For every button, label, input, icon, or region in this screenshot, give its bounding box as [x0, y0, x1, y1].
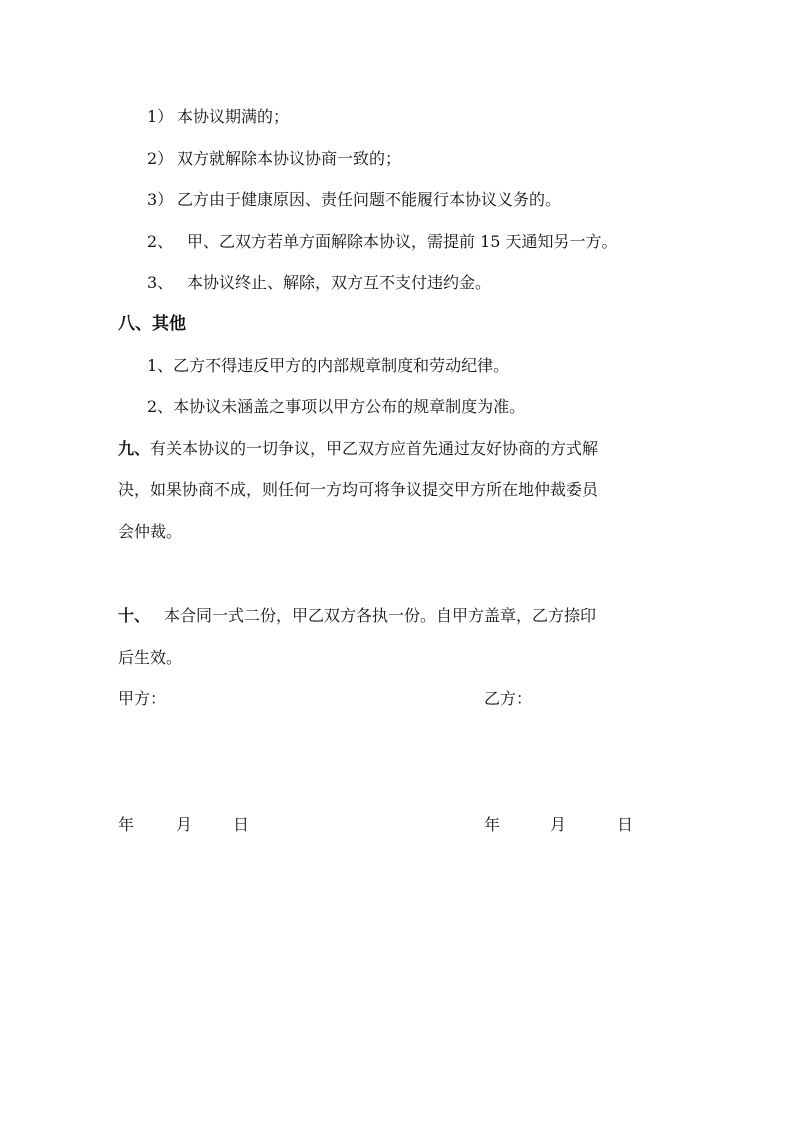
section-9-line-3: 会仲裁。	[118, 522, 183, 541]
section-8-item-2: 2、本协议未涵盖之事项以甲方公布的规章制度为准。	[147, 397, 526, 416]
termination-item-3	[147, 272, 491, 294]
party-a-label: 甲方：	[118, 689, 167, 708]
section-9-lead: 九、	[118, 439, 151, 458]
item-text: 本协议终止、解除，双方互不支付违约金。	[187, 273, 492, 292]
party-a-month: 月	[176, 815, 193, 834]
section-9-line-2: 决，如果协商不成，则任何一方均可将争议提交甲方所在地仲裁委员	[118, 480, 599, 499]
item-text: 甲、乙双方若单方面解除本协议，需提前 15 天通知另一方。	[187, 232, 618, 251]
party-a-day: 日	[233, 815, 250, 834]
section-8-heading: 八、其他	[118, 314, 186, 334]
condition-text: 本协议期满的；	[177, 107, 290, 126]
section-8-item-1: 1、乙方不得违反甲方的内部规章制度和劳动纪律。	[147, 356, 510, 375]
party-b-month: 月	[550, 815, 567, 834]
section-10-text: 本合同一式二份，甲乙双方各执一份。自甲方盖章，乙方捺印	[164, 606, 597, 625]
section-10-line-1	[118, 605, 596, 627]
termination-condition-1	[147, 106, 289, 128]
termination-item-2	[147, 231, 618, 253]
section-10-lead: 十、	[118, 606, 151, 625]
section-9-line-1	[118, 438, 598, 460]
party-b-year: 年	[484, 815, 501, 834]
party-a-year: 年	[118, 815, 135, 834]
termination-condition-2	[147, 148, 401, 170]
item-number: 2、	[147, 232, 174, 251]
condition-text: 双方就解除本协议协商一致的；	[177, 149, 402, 168]
condition-number: 2）	[147, 149, 174, 168]
section-9-text: 有关本协议的一切争议，甲乙双方应首先通过友好协商的方式解	[150, 439, 599, 458]
party-b-label: 乙方：	[484, 689, 533, 708]
item-number: 3、	[147, 273, 174, 292]
party-b-day: 日	[617, 815, 634, 834]
termination-condition-3	[147, 189, 561, 211]
section-10-line-2: 后生效。	[118, 648, 183, 667]
condition-number: 3）	[147, 190, 174, 209]
condition-number: 1）	[147, 107, 174, 126]
condition-text: 乙方由于健康原因、责任问题不能履行本协议义务的。	[177, 190, 562, 209]
